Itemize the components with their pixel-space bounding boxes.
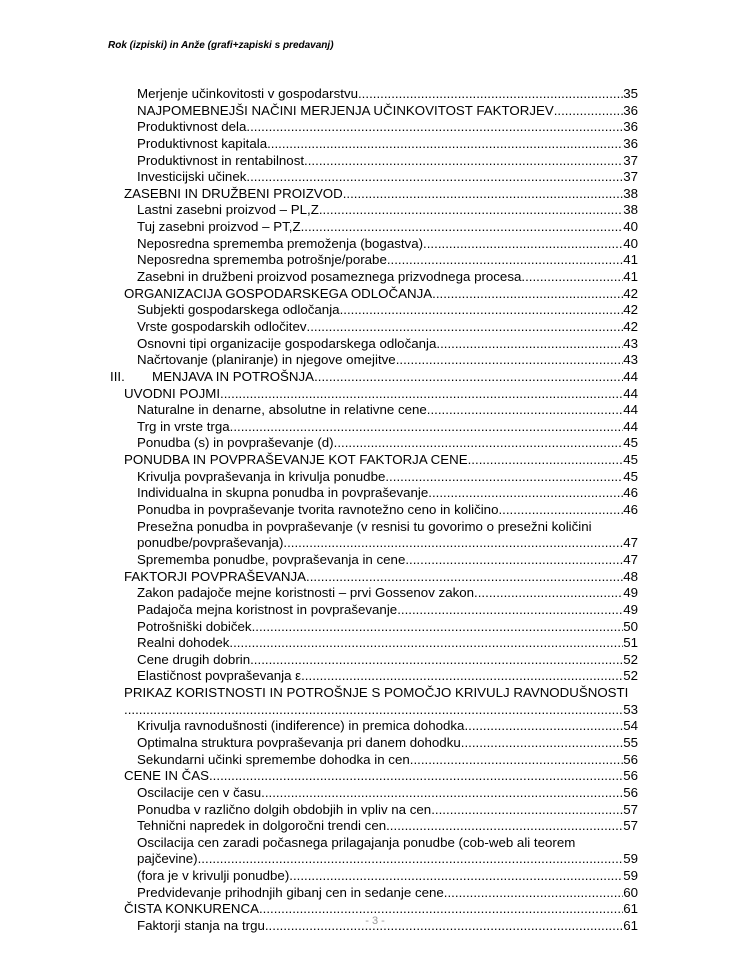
toc-entry-title: Neposredna sprememba potrošnje/porabe xyxy=(137,252,387,268)
toc-page-number: 44 xyxy=(623,368,638,384)
toc-entry[interactable] xyxy=(137,718,638,735)
toc-entry-title: ORGANIZACIJA GOSPODARSKEGA ODLOČANJA xyxy=(124,285,433,301)
toc-entry-title: Neposredna sprememba premoženja (bogastva) xyxy=(137,235,424,251)
toc-entry-title: Optimalna struktura povpraševanja pri danem dohodku xyxy=(137,734,461,750)
toc-entry-title: Subjekti gospodarskega odločanja xyxy=(137,302,340,318)
toc-entry[interactable] xyxy=(110,369,638,386)
toc-entry[interactable] xyxy=(137,269,638,286)
toc-entry-title: PONUDBA IN POVPRAŠEVANJE KOT FAKTORJA CENE xyxy=(124,452,468,468)
toc-entry-title: Ponudba (s) in povpraševanje (d) xyxy=(137,435,334,451)
toc-entry[interactable] xyxy=(124,702,638,719)
toc-entry[interactable] xyxy=(137,469,638,486)
toc-leader-dots xyxy=(252,619,624,636)
toc-entry[interactable] xyxy=(137,885,638,902)
toc-leader-dots xyxy=(209,768,623,785)
toc-entry-title: Ponudba v različno dolgih obdobjih in vpliv na cen xyxy=(137,801,432,817)
toc-entry[interactable] xyxy=(137,435,638,452)
toc-page-number: 50 xyxy=(623,618,638,634)
toc-page-number: 53 xyxy=(623,701,638,717)
toc-entry[interactable] xyxy=(124,386,638,403)
toc-entry[interactable] xyxy=(137,635,638,652)
toc-entry[interactable] xyxy=(137,136,638,153)
toc-leader-dots xyxy=(387,252,623,269)
toc-page-number: 46 xyxy=(623,485,638,501)
toc-page-number: 59 xyxy=(623,868,638,884)
toc-page-number: 45 xyxy=(623,468,638,484)
toc-entry-title: Načrtovanje (planiranje) in njegove omejitve xyxy=(137,352,396,368)
toc-page-number: 57 xyxy=(623,818,638,834)
toc-page-number: 54 xyxy=(623,718,638,734)
toc-leader-dots xyxy=(468,452,624,469)
page-header: Rok (izpiski) in Anže (grafi+zapiski s predavanj) xyxy=(108,40,334,51)
toc-entry-title: Investicijski učinek xyxy=(137,169,247,185)
toc-entry-title: Tuj zasebni proizvod – PT,Z xyxy=(137,219,301,235)
toc-entry-title: Zakon padajoče mejne koristnosti – prvi Gossenov zakon xyxy=(137,585,475,601)
toc-entry[interactable] xyxy=(137,868,638,885)
table-of-contents xyxy=(0,86,750,935)
toc-entry[interactable] xyxy=(137,802,638,819)
toc-leader-dots xyxy=(289,868,623,885)
toc-entry-title: Tehnični napredek in dolgoročni trendi cen xyxy=(137,818,387,834)
toc-page-number: 36 xyxy=(623,119,638,135)
toc-entry-title: Sekundarni učinki spremembe dohodka in cen xyxy=(137,751,410,767)
toc-entry-title: Predvidevanje prihodnjih gibanj cen in sedanje cene xyxy=(137,884,444,900)
toc-page-number: 46 xyxy=(623,502,638,518)
toc-entry[interactable] xyxy=(137,602,638,619)
toc-entry[interactable] xyxy=(137,585,638,602)
toc-entry-title: Produktivnost in rentabilnost xyxy=(137,152,305,168)
toc-page-number: 55 xyxy=(623,734,638,750)
toc-entry-title: Realni dohodek xyxy=(137,635,230,651)
toc-leader-dots xyxy=(410,752,623,769)
toc-entry[interactable] xyxy=(137,419,638,436)
toc-page-number: 47 xyxy=(623,535,638,551)
toc-entry-title-cont: pajčevine) xyxy=(137,851,198,867)
toc-leader-dots xyxy=(358,86,623,103)
toc-leader-dots xyxy=(306,569,623,586)
toc-leader-dots xyxy=(474,585,623,602)
toc-page-number: 38 xyxy=(623,202,638,218)
toc-entry-title: MENJAVA IN POTROŠNJA xyxy=(152,368,315,384)
toc-page-number: 56 xyxy=(623,784,638,800)
toc-page-number: 49 xyxy=(623,585,638,601)
toc-entry[interactable] xyxy=(124,286,638,303)
toc-leader-dots xyxy=(246,119,623,136)
toc-entry-title: Oscilacije cen v času xyxy=(137,784,262,800)
toc-entry[interactable] xyxy=(137,252,638,269)
toc-entry-title: Elastičnost povpraševanja ε xyxy=(137,668,302,684)
toc-leader-dots xyxy=(307,319,624,336)
toc-entry-title: (fora je v krivulji ponudbe) xyxy=(137,868,290,884)
toc-page-number: 43 xyxy=(623,352,638,368)
toc-page-number: 52 xyxy=(623,651,638,667)
toc-entry[interactable] xyxy=(137,752,638,769)
toc-entry[interactable] xyxy=(124,768,638,785)
toc-entry[interactable] xyxy=(124,452,638,469)
toc-entry-title[interactable]: Presežna ponudba in povpraševanje (v resnisi tu govorimo o presežni količini xyxy=(137,518,592,534)
toc-leader-dots xyxy=(124,702,623,719)
toc-leader-dots xyxy=(340,302,624,319)
toc-entry[interactable] xyxy=(137,652,638,669)
toc-entry[interactable] xyxy=(137,619,638,636)
toc-page-number: 45 xyxy=(623,435,638,451)
toc-entry[interactable] xyxy=(137,668,638,685)
toc-entry[interactable] xyxy=(137,219,638,236)
toc-leader-dots xyxy=(267,136,623,153)
toc-entry[interactable] xyxy=(137,851,638,868)
toc-leader-dots xyxy=(498,502,623,519)
toc-entry-title: Krivulja ravnodušnosti (indiference) in premica dohodka xyxy=(137,718,465,734)
toc-entry-title: FAKTORJI POVPRAŠEVANJA xyxy=(124,568,307,584)
toc-entry[interactable] xyxy=(137,86,638,103)
toc-page-number: 61 xyxy=(623,901,638,917)
toc-entry-title[interactable]: Oscilacija cen zaradi počasnega prilagajanja ponudbe (cob-web ali teorem xyxy=(137,834,576,850)
toc-page-number: 44 xyxy=(623,418,638,434)
toc-leader-dots xyxy=(431,802,623,819)
toc-entry-title: Produktivnost dela xyxy=(137,119,247,135)
toc-leader-dots xyxy=(423,236,623,253)
toc-page-number: 44 xyxy=(623,402,638,418)
toc-page-number: 48 xyxy=(623,568,638,584)
toc-entry-title: NAJPOMEBNEJŠI NAČINI MERJENJA UČINKOVITOST FAKTORJEV xyxy=(137,102,554,118)
toc-entry[interactable] xyxy=(137,302,638,319)
toc-entry-title: Trg in vrste trga xyxy=(137,418,230,434)
toc-entry[interactable] xyxy=(137,352,638,369)
toc-entry[interactable] xyxy=(137,402,638,419)
toc-page-number: 61 xyxy=(623,918,638,934)
toc-entry-title: CENE IN ČAS xyxy=(124,768,209,784)
toc-entry[interactable] xyxy=(137,818,638,835)
toc-entry[interactable] xyxy=(137,485,638,502)
toc-entry-title: UVODNI POJMI xyxy=(124,385,221,401)
toc-entry-title: Potrošniški dobiček xyxy=(137,618,252,634)
toc-entry[interactable] xyxy=(137,169,638,186)
toc-page-number: 42 xyxy=(623,285,638,301)
toc-page-number: 59 xyxy=(623,851,638,867)
toc-entry-title: ZASEBNI IN DRUŽBENI PROIZVOD xyxy=(124,185,343,201)
toc-entry-title: Ponudba in povpraševanje tvorita ravnotežno ceno in količino xyxy=(137,502,499,518)
toc-entry[interactable] xyxy=(137,236,638,253)
toc-section-number: III. xyxy=(110,368,125,384)
toc-entry-title: Produktivnost kapitala xyxy=(137,135,268,151)
toc-page-number: 41 xyxy=(623,269,638,285)
toc-entry[interactable] xyxy=(137,535,638,552)
toc-entry-title: Osnovni tipi organizacije gospodarskega odločanja xyxy=(137,335,437,351)
toc-entry-title[interactable]: PRIKAZ KORISTNOSTI IN POTROŠNJE S POMOČJO KRIVULJ RAVNODUŠNOSTI xyxy=(124,685,629,701)
toc-leader-dots xyxy=(461,735,623,752)
toc-page-number: 42 xyxy=(623,318,638,334)
toc-leader-dots xyxy=(343,186,624,203)
toc-leader-dots xyxy=(521,269,623,286)
toc-leader-dots xyxy=(314,369,623,386)
toc-leader-dots xyxy=(250,652,623,669)
toc-entry-title: Lastni zasebni proizvod – PL,Z xyxy=(137,202,319,218)
toc-page-number: 57 xyxy=(623,801,638,817)
toc-page-number: 40 xyxy=(623,235,638,251)
toc-entry[interactable] xyxy=(137,103,638,120)
toc-leader-dots xyxy=(283,535,623,552)
toc-entry[interactable] xyxy=(137,336,638,353)
toc-leader-dots xyxy=(229,635,623,652)
toc-leader-dots xyxy=(432,286,623,303)
toc-page-number: 47 xyxy=(623,551,638,567)
toc-leader-dots xyxy=(464,718,623,735)
toc-page-number: 42 xyxy=(623,302,638,318)
toc-entry-title-cont: ponudbe/povpraševanja) xyxy=(137,535,284,551)
toc-entry-title: Padajoča mejna koristnost in povpraševanje xyxy=(137,601,398,617)
toc-page-number: 36 xyxy=(623,135,638,151)
toc-entry[interactable] xyxy=(137,735,638,752)
toc-entry[interactable] xyxy=(137,552,638,569)
toc-page-number: 37 xyxy=(623,152,638,168)
toc-page-number: 36 xyxy=(623,102,638,118)
toc-entry[interactable] xyxy=(137,319,638,336)
toc-page-number: 40 xyxy=(623,219,638,235)
toc-entry-title: Faktorji stanja na trgu xyxy=(137,918,265,934)
toc-page-number: 37 xyxy=(623,169,638,185)
toc-leader-dots xyxy=(444,885,623,902)
toc-leader-dots xyxy=(428,485,623,502)
toc-leader-dots xyxy=(405,552,623,569)
toc-entry-title: Individualna in skupna ponudba in povpraševanje xyxy=(137,485,429,501)
toc-leader-dots xyxy=(396,352,624,369)
toc-leader-dots xyxy=(436,336,623,353)
toc-page-number: 35 xyxy=(623,86,638,101)
toc-page-number: 60 xyxy=(623,884,638,900)
toc-page-number: 52 xyxy=(623,668,638,684)
toc-entry-title: ČISTA KONKURENCA xyxy=(124,901,259,917)
toc-leader-dots xyxy=(386,818,623,835)
toc-entry[interactable] xyxy=(137,502,638,519)
toc-entry[interactable] xyxy=(137,785,638,802)
toc-leader-dots xyxy=(220,386,623,403)
toc-leader-dots xyxy=(230,419,624,436)
toc-leader-dots xyxy=(246,169,623,186)
toc-leader-dots xyxy=(304,153,623,170)
toc-page-number: 43 xyxy=(623,335,638,351)
toc-page-number: 45 xyxy=(623,452,638,468)
toc-entry-title: Zasebni in družbeni proizvod posameznega prizvodnega procesa xyxy=(137,269,522,285)
toc-page-number: 56 xyxy=(623,768,638,784)
toc-entry[interactable] xyxy=(137,202,638,219)
toc-leader-dots xyxy=(385,469,623,486)
toc-leader-dots xyxy=(261,785,623,802)
toc-entry-title: Cene drugih dobrin xyxy=(137,651,251,667)
toc-entry-title: Naturalne in denarne, absolutne in relativne cene xyxy=(137,402,427,418)
toc-page-number: 49 xyxy=(623,601,638,617)
toc-leader-dots xyxy=(301,668,623,685)
toc-page-number: 38 xyxy=(623,185,638,201)
toc-page-number: 44 xyxy=(623,385,638,401)
toc-leader-dots xyxy=(427,402,623,419)
toc-leader-dots xyxy=(319,202,623,219)
toc-entry[interactable] xyxy=(124,569,638,586)
toc-page-number: 51 xyxy=(623,635,638,651)
toc-leader-dots xyxy=(397,602,623,619)
toc-leader-dots xyxy=(301,219,624,236)
toc-leader-dots xyxy=(334,435,624,452)
toc-entry[interactable] xyxy=(137,119,638,136)
toc-leader-dots xyxy=(198,851,624,868)
toc-page-number: 56 xyxy=(623,751,638,767)
toc-entry[interactable] xyxy=(124,186,638,203)
toc-leader-dots xyxy=(554,103,623,120)
toc-entry-title: Vrste gospodarskih odločitev xyxy=(137,318,307,334)
toc-entry-title: Sprememba ponudbe, povpraševanja in cene xyxy=(137,551,406,567)
toc-entry-title: Krivulja povpraševanja in krivulja ponudbe xyxy=(137,468,386,484)
page-number: - 3 - xyxy=(365,915,385,927)
toc-page-number: 41 xyxy=(623,252,638,268)
toc-entry-title: Merjenje učinkovitosti v gospodarstvu xyxy=(137,86,358,101)
toc-entry[interactable] xyxy=(137,153,638,170)
